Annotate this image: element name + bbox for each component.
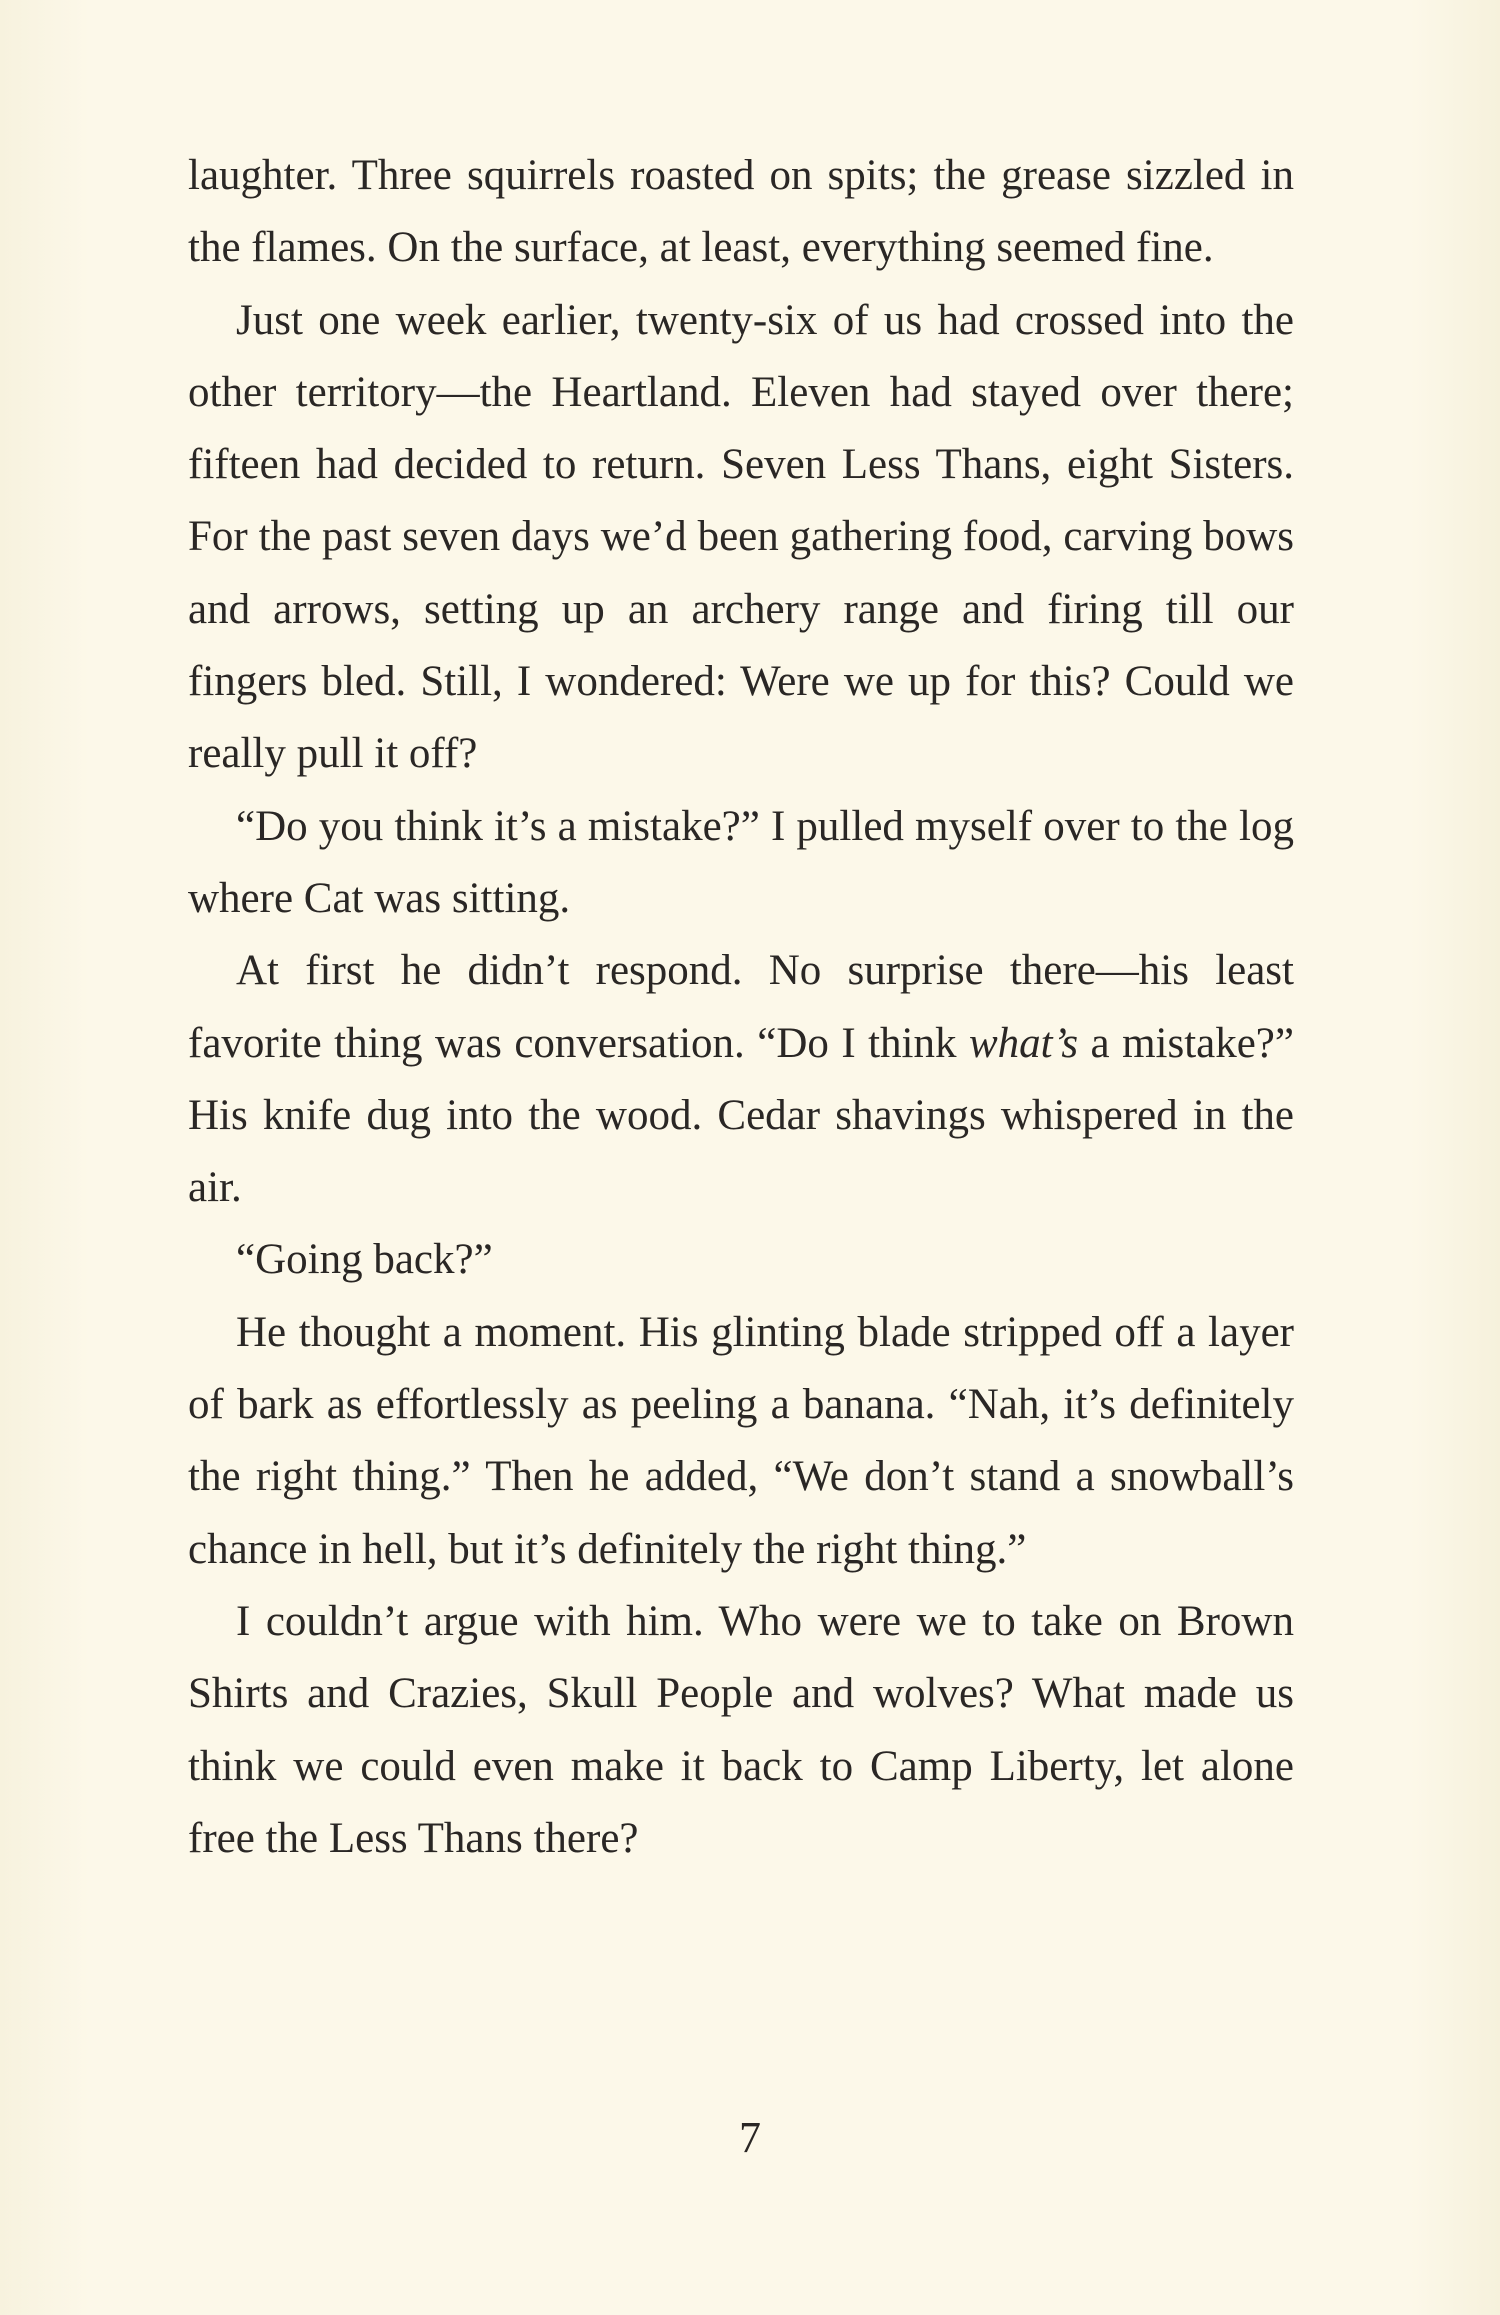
paragraph-1: laughter. Three squirrels roasted on spits; the grease sizzled in the flames. On the surface, at least, everything seemed fine. [188,152,1294,272]
paragraph-7: I couldn’t argue with him. Who were we to take on Brown Shirts and Crazies, Skull People and wolves? What made us think we could even make it back to Camp Liberty, let alone free the Less Thans there? [188,1597,1294,1862]
paragraph-4: At first he didn’t respond. No surprise there—his least favorite thing was conversation. “Do I think what’s a mistake?” His knife dug into the wood. Cedar shavings whispered in the air. [188,947,1294,1212]
emphasis-word: what’s [968,1019,1079,1067]
paragraph-3: “Do you think it’s a mistake?” I pulled myself over to the log where Cat was sitting. [188,802,1294,922]
paragraph-5: “Going back?” [236,1236,493,1284]
page-number: 7 [739,2113,761,2162]
body-text [188,140,1294,1875]
paragraph-6: He thought a moment. His glinting blade stripped off a layer of bark as effortlessly as peeling a banana. “Nah, it’s definitely the right thing.” Then he added, “We don’t stand a snowball’s chance in hell, but it’s definitely the right thing.” [188,1308,1294,1573]
paragraph-2: Just one week earlier, twenty-six of us had crossed into the other territory—the Heartland. Eleven had stayed over there; fifteen had decided to return. Seven Less Thans, eight Sisters. For the past seven days we’d been gathering food, carving bows and arrows, setting up an archery range and firing till our fingers bled. Still, I wondered: Were we up for this? Could we really pull it off? [188,296,1294,778]
